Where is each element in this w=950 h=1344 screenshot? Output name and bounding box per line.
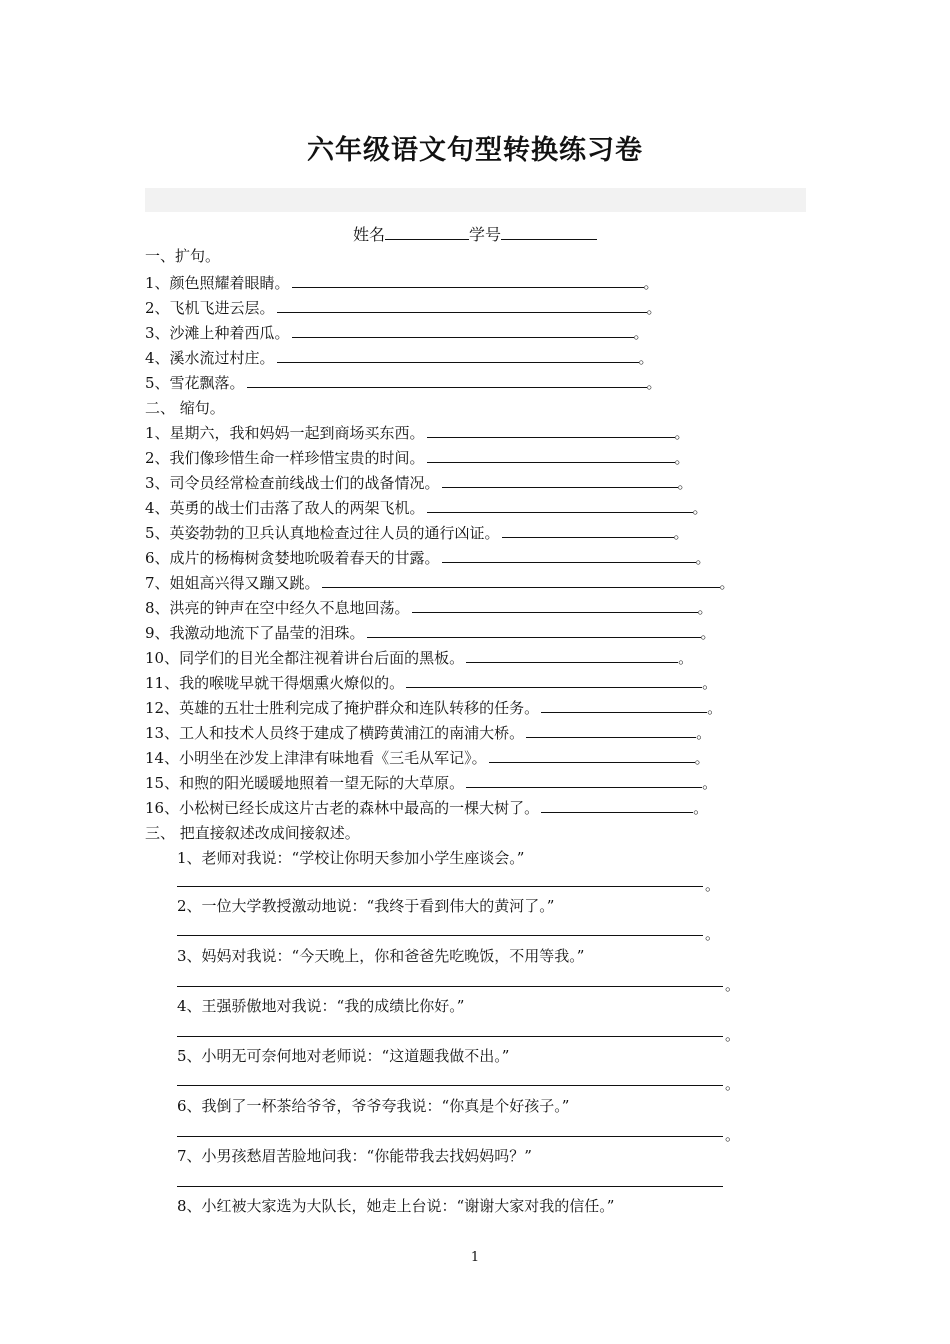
shorten-item: 2、我们像珍惜生命一样珍惜宝贵的时间。 。 — [145, 449, 690, 467]
section3-heading: 三、 把直接叙述改成间接叙述。 — [145, 824, 360, 842]
answer-blank[interactable] — [541, 698, 707, 713]
narration-question: 5、小明无可奈何地对老师说：“这道题我做不出。” — [177, 1047, 510, 1065]
name-label: 姓名 — [352, 225, 385, 244]
answer-blank[interactable] — [502, 523, 674, 538]
name-field[interactable] — [385, 225, 469, 240]
shorten-item: 9、我激动地流下了晶莹的泪珠。 。 — [145, 624, 716, 642]
answer-blank[interactable] — [442, 473, 678, 488]
shorten-item: 1、星期六，我和妈妈一起到商场买东西。 。 — [145, 424, 690, 442]
student-id-field[interactable] — [501, 225, 597, 240]
shorten-item: 14、小明坐在沙发上津津有味地看《三毛从军记》。 。 — [145, 749, 710, 767]
shorten-item: 10、同学们的目光全都注视着讲台后面的黑板。 。 — [145, 649, 694, 667]
answer-blank[interactable] — [247, 373, 647, 388]
narration-question: 4、王强骄傲地对我说：“我的成绩比你好。” — [177, 997, 465, 1015]
shorten-item: 16、小松树已经长成这片古老的森林中最高的一棵大树了。 。 — [145, 799, 709, 817]
narration-question: 1、老师对我说：“学校让你明天参加小学生座谈会。” — [177, 849, 525, 867]
page-title: 六年级语文句型转换练习卷 — [307, 135, 643, 166]
shorten-item: 7、姐姐高兴得又蹦又跳。 。 — [145, 574, 735, 592]
page-number: 1 — [470, 1250, 480, 1265]
expand-item: 3、沙滩上种着西瓜。 。 — [145, 324, 649, 342]
answer-blank[interactable] — [292, 273, 644, 288]
name-row — [0, 222, 950, 245]
answer-blank[interactable] — [466, 773, 702, 788]
answer-blank[interactable] — [442, 548, 696, 563]
narration-question: 6、我倒了一杯茶给爷爷，爷爷夸我说：“你真是个好孩子。” — [177, 1097, 570, 1115]
expand-item: 1、颜色照耀着眼睛。 。 — [145, 274, 659, 292]
narration-question: 3、妈妈对我说：“今天晚上，你和爸爸先吃晚饭，不用等我。” — [177, 947, 585, 965]
answer-blank[interactable] — [322, 573, 720, 588]
shorten-item: 13、工人和技术人员终于建成了横跨黄浦江的南浦大桥。 。 — [145, 724, 712, 742]
expand-item: 5、雪花飘落。 。 — [145, 374, 662, 392]
answer-blank[interactable] — [406, 673, 702, 688]
answer-blank[interactable] — [412, 598, 698, 613]
answer-blank[interactable] — [367, 623, 701, 638]
shorten-item: 8、洪亮的钟声在空中经久不息地回荡。 。 — [145, 599, 713, 617]
answer-blank[interactable] — [541, 798, 693, 813]
expand-item: 4、溪水流过村庄。 。 — [145, 349, 654, 367]
answer-blank[interactable] — [277, 298, 647, 313]
answer-blank[interactable] — [277, 348, 639, 363]
answer-blank[interactable] — [427, 448, 675, 463]
shorten-item: 12、英雄的五壮士胜利完成了掩护群众和连队转移的任务。 。 — [145, 699, 723, 717]
shorten-item: 11、我的喉咙早就干得烟熏火燎似的。 。 — [145, 674, 718, 692]
answer-blank[interactable] — [427, 498, 693, 513]
shorten-item: 3、司令员经常检查前线战士们的战备情况。 。 — [145, 474, 693, 492]
shorten-item: 15、和煦的阳光暖暖地照着一望无际的大草原。 。 — [145, 774, 718, 792]
section1-heading: 一、扩句。 — [145, 247, 221, 265]
section2-heading: 二、 缩句。 — [145, 399, 225, 417]
answer-blank[interactable] — [489, 748, 695, 763]
answer-blank[interactable] — [292, 323, 634, 338]
student-id-label: 学号 — [469, 225, 502, 244]
narration-question: 7、小男孩愁眉苦脸地问我：“你能带我去找妈妈吗？” — [177, 1147, 532, 1165]
expand-item: 2、飞机飞进云层。 。 — [145, 299, 662, 317]
answer-blank[interactable] — [427, 423, 675, 438]
shorten-item: 4、英勇的战士们击落了敌人的两架飞机。 。 — [145, 499, 708, 517]
answer-blank[interactable] — [466, 648, 678, 663]
shorten-item: 6、成片的杨梅树贪婪地吮吸着春天的甘露。 。 — [145, 549, 711, 567]
shorten-item: 5、英姿勃勃的卫兵认真地检查过往人员的通行凶证。 。 — [145, 524, 689, 542]
answer-blank[interactable] — [526, 723, 696, 738]
narration-question: 8、小红被大家选为大队长，她走上台说：“谢谢大家对我的信任。” — [177, 1197, 615, 1215]
narration-question: 2、一位大学教授激动地说：“我终于看到伟大的黄河了。” — [177, 897, 555, 915]
header-banner — [145, 188, 806, 212]
